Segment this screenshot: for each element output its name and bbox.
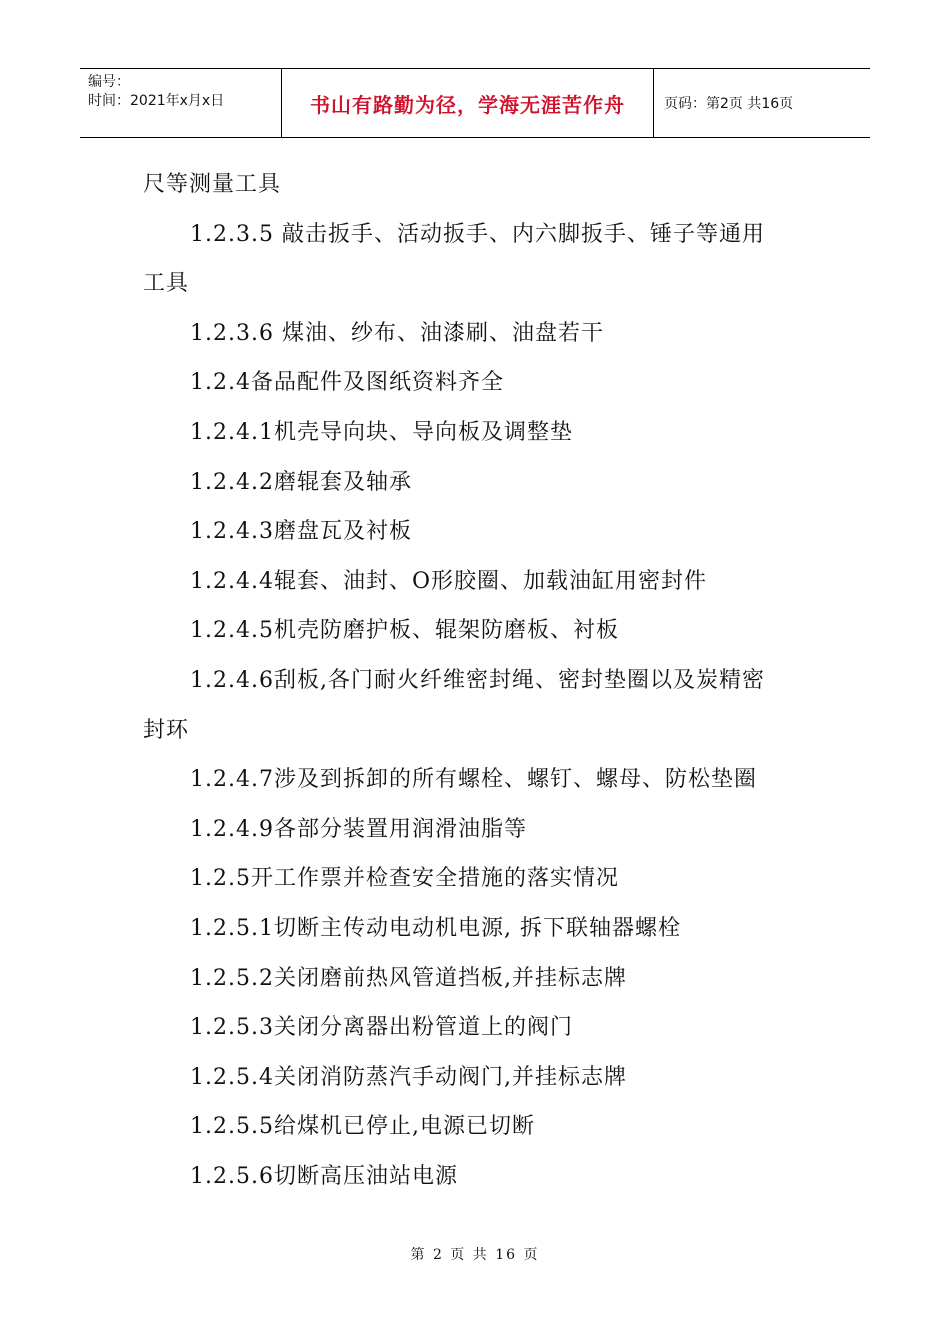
body-line: 1.2.4.5机壳防磨护板、辊架防磨板、衬板: [190, 618, 619, 644]
body-line: 1.2.4.3磨盘瓦及衬板: [190, 519, 412, 545]
document-number-label: 编号：: [88, 74, 130, 90]
body-line: 1.2.5开工作票并检查安全措施的落实情况: [190, 866, 619, 892]
body-line: 1.2.5.4关闭消防蒸汽手动阀门,并挂标志牌: [190, 1064, 627, 1090]
header-page-info: 页码：第2页 共16页: [664, 96, 794, 112]
page-footer: 第 2 页 共 16 页: [410, 1247, 540, 1263]
document-time-label: 时间：2021年x月x日: [88, 93, 225, 109]
body-line: 尺等测量工具: [143, 172, 282, 197]
body-line: 1.2.3.6 煤油、纱布、油漆刷、油盘若干: [190, 320, 604, 346]
body-line: 1.2.4.4辊套、油封、O形胶圈、加载油缸用密封件: [190, 568, 708, 594]
body-line: 1.2.5.1切断主传动电动机电源, 拆下联轴器螺栓: [190, 915, 681, 941]
body-line: 1.2.4.7涉及到拆卸的所有螺栓、螺钉、螺母、防松垫圈: [190, 767, 757, 793]
body-line: 1.2.4.6刮板,各门耐火纤维密封绳、密封垫圈以及炭精密: [190, 667, 765, 693]
body-line: 1.2.4.9各部分装置用润滑油脂等: [190, 816, 527, 842]
body-line: 封环: [143, 717, 190, 743]
body-line: 1.2.4.1机壳导向块、导向板及调整垫: [190, 419, 573, 445]
document-header: [80, 68, 870, 138]
body-line: 工具: [143, 271, 190, 297]
body-line: 1.2.5.6切断高压油站电源: [190, 1163, 458, 1189]
body-line: 1.2.5.5给煤机已停止,电源已切断: [190, 1114, 535, 1140]
body-line: 1.2.5.3关闭分离器出粉管道上的阀门: [190, 1015, 573, 1041]
body-line: 1.2.4备品配件及图纸资料齐全: [190, 370, 504, 396]
header-motto: 书山有路勤为径，学海无涯苦作舟: [282, 69, 654, 137]
body-line: 1.2.3.5 敲击扳手、活动扳手、内六脚扳手、锤子等通用: [190, 221, 765, 247]
body-line: 1.2.4.2磨辊套及轴承: [190, 469, 412, 495]
header-left-cell: [80, 69, 282, 137]
body-line: 1.2.5.2关闭磨前热风管道挡板,并挂标志牌: [190, 965, 627, 991]
document-body: [143, 160, 823, 1201]
